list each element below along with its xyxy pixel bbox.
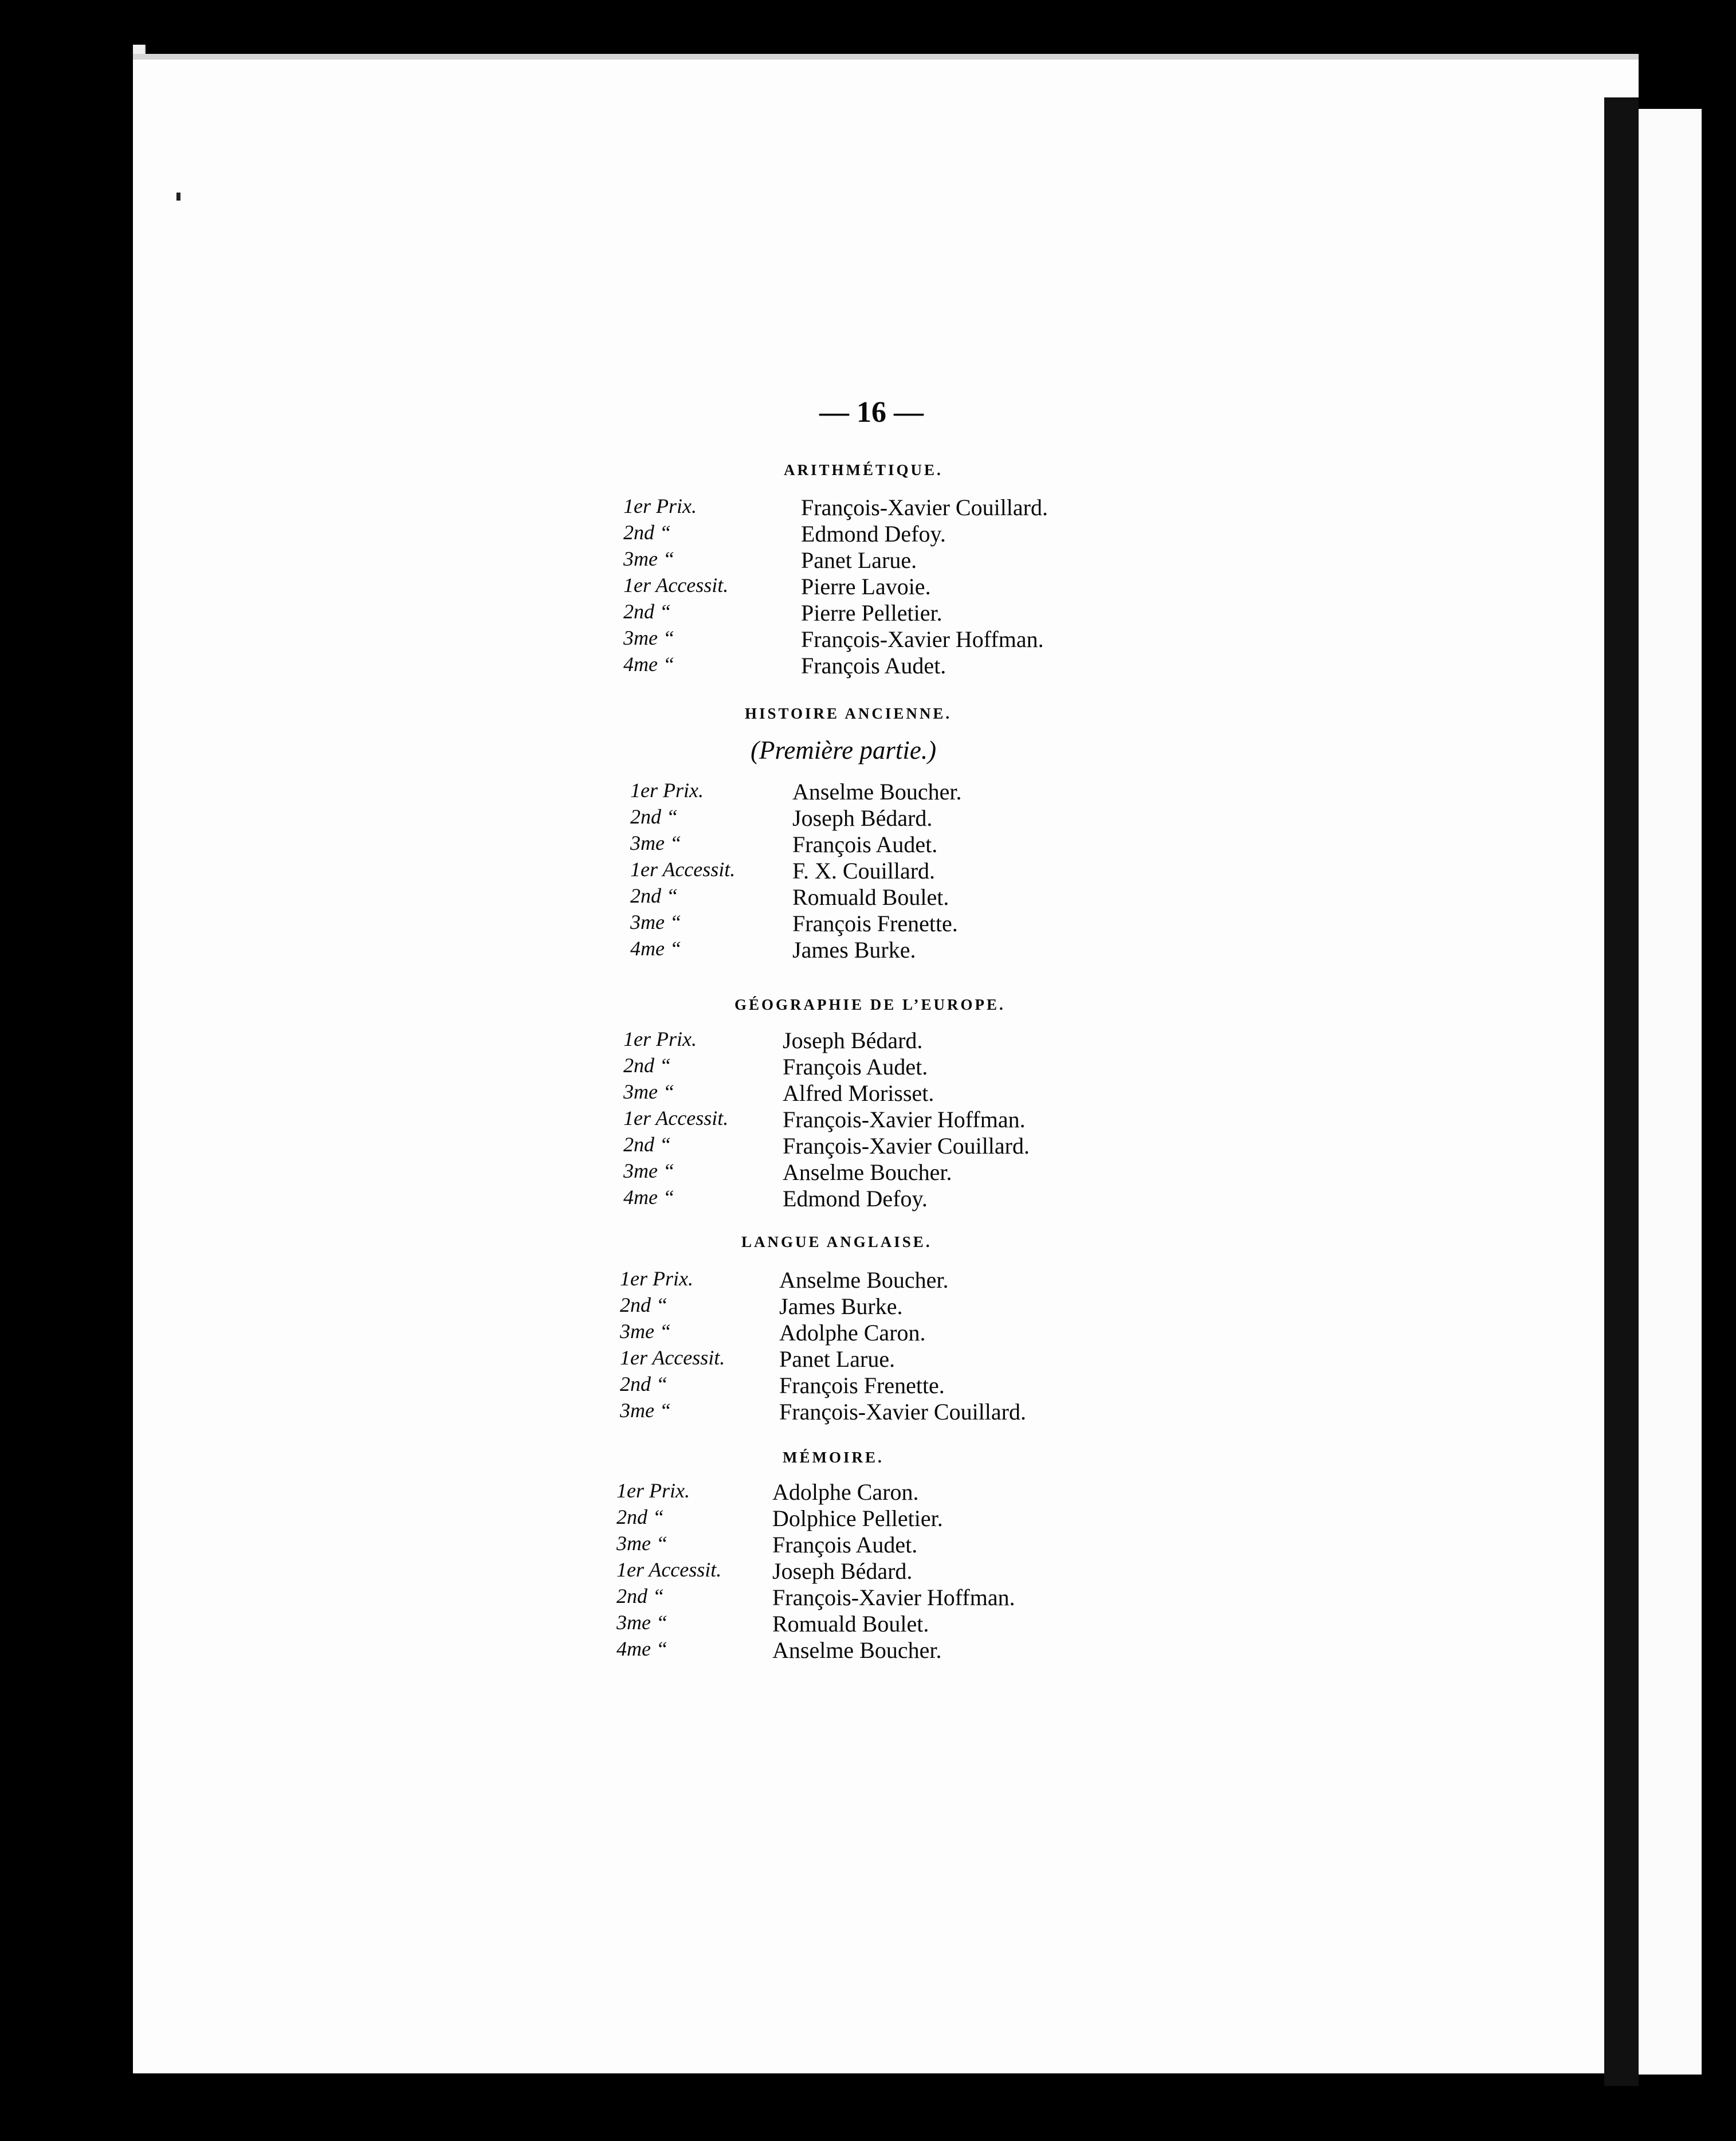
rank-label: 1er Prix.: [620, 1267, 693, 1290]
rank-label: 4me “: [623, 653, 674, 676]
section-heading-langue-anglaise: LANGUE ANGLAISE.: [741, 1233, 932, 1250]
rank-label: 2nd “: [620, 1373, 668, 1395]
rank-label: 3me “: [620, 1320, 671, 1343]
rank-label: 1er Accessit.: [623, 1107, 729, 1130]
rank-label: 3me “: [623, 1080, 674, 1103]
rank-label: 3me “: [623, 1159, 674, 1182]
rank-label: 2nd “: [630, 884, 678, 907]
section-subheading: (Première partie.): [751, 736, 937, 764]
rank-label: 1er Prix.: [616, 1479, 690, 1502]
student-name: Anselme Boucher.: [783, 1159, 952, 1185]
student-name: Joseph Bédard.: [772, 1558, 913, 1584]
rank-label: 4me “: [623, 1186, 674, 1209]
student-name: Anselme Boucher.: [779, 1267, 949, 1293]
student-name: Anselme Boucher.: [772, 1637, 942, 1663]
rank-label: 2nd “: [623, 600, 671, 623]
student-name: Edmond Defoy.: [783, 1186, 928, 1211]
rank-label: 2nd “: [623, 521, 671, 544]
student-name: Joseph Bédard.: [792, 805, 933, 831]
section-heading-arithmetique: ARITHMÉTIQUE.: [784, 461, 943, 479]
student-name: François-Xavier Couillard.: [801, 495, 1048, 520]
student-name: James Burke.: [779, 1293, 903, 1319]
facing-page-edge: [1639, 109, 1702, 2075]
student-name: Adolphe Caron.: [772, 1479, 919, 1505]
rank-label: 1er Accessit.: [630, 858, 736, 881]
student-name: François-Xavier Hoffman.: [783, 1107, 1026, 1132]
student-name: François Frenette.: [779, 1373, 945, 1398]
student-name: Joseph Bédard.: [783, 1028, 923, 1053]
rank-label: 2nd “: [623, 1133, 671, 1156]
student-name: F. X. Couillard.: [792, 858, 936, 884]
rank-label: 2nd “: [623, 1054, 671, 1077]
student-name: Alfred Morisset.: [783, 1080, 934, 1106]
rank-label: 1er Prix.: [630, 779, 704, 802]
student-name: Pierre Lavoie.: [801, 574, 931, 599]
student-name: François Frenette.: [792, 911, 958, 936]
rank-label: 3me “: [620, 1399, 671, 1422]
student-name: Anselme Boucher.: [792, 779, 962, 805]
rank-label: 2nd “: [630, 805, 678, 828]
student-name: François-Xavier Couillard.: [779, 1399, 1026, 1425]
student-name: François-Xavier Couillard.: [783, 1133, 1030, 1159]
rank-label: 2nd “: [620, 1293, 668, 1316]
section-heading-memoire: MÉMOIRE.: [783, 1449, 884, 1466]
student-name: Romuald Boulet.: [772, 1611, 929, 1637]
student-name: Panet Larue.: [801, 547, 917, 573]
binding-gutter: [1604, 97, 1639, 2086]
student-name: Dolphice Pelletier.: [772, 1505, 943, 1531]
rank-label: 2nd “: [616, 1505, 665, 1528]
rank-label: 3me “: [630, 911, 681, 934]
rank-label: 1er Accessit.: [623, 574, 729, 597]
student-name: Adolphe Caron.: [779, 1320, 926, 1346]
rank-label: 3me “: [630, 832, 681, 854]
rank-label: 3me “: [623, 547, 674, 570]
student-name: Romuald Boulet.: [792, 884, 949, 910]
student-name: Edmond Defoy.: [801, 521, 946, 547]
student-name: François Audet.: [783, 1054, 928, 1080]
rank-label: 4me “: [616, 1637, 667, 1660]
student-name: François Audet.: [772, 1532, 918, 1558]
student-name: Panet Larue.: [779, 1346, 896, 1372]
rank-label: 2nd “: [616, 1585, 665, 1607]
rank-label: 1er Accessit.: [620, 1346, 725, 1369]
page-number: — 16 —: [819, 396, 924, 429]
section-heading-histoire-ancienne: HISTOIRE ANCIENNE.: [745, 705, 952, 722]
student-name: François Audet.: [792, 832, 938, 857]
rank-label: 3me “: [616, 1611, 667, 1634]
student-name: François-Xavier Hoffman.: [801, 626, 1044, 652]
student-name: François Audet.: [801, 653, 946, 679]
rank-label: 3me “: [623, 626, 674, 649]
stray-ink-mark: [176, 193, 180, 201]
page-edge-top: [133, 54, 1639, 60]
rank-label: 3me “: [616, 1532, 667, 1555]
rank-label: 4me “: [630, 937, 681, 960]
student-name: James Burke.: [792, 937, 916, 963]
rank-label: 1er Prix.: [623, 495, 697, 517]
student-name: François-Xavier Hoffman.: [772, 1585, 1015, 1610]
section-heading-geographie-europe: GÉOGRAPHIE DE L’EUROPE.: [735, 996, 1006, 1013]
rank-label: 1er Accessit.: [616, 1558, 722, 1581]
student-name: Pierre Pelletier.: [801, 600, 942, 626]
rank-label: 1er Prix.: [623, 1028, 697, 1050]
